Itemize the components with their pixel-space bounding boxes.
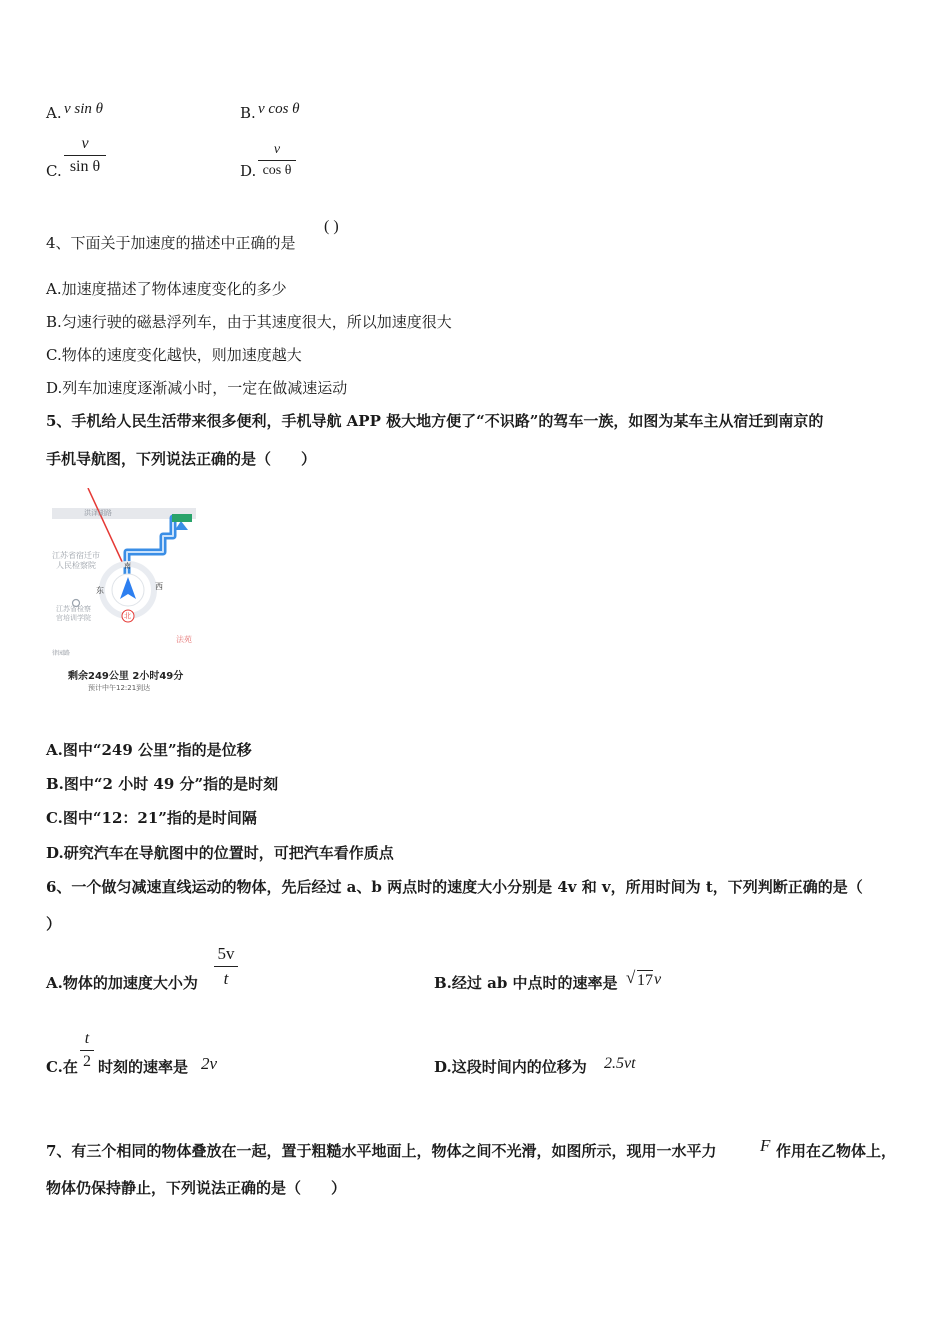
q7-stem-line2: 物体仍保持静止，下列说法正确的是（ ） — [46, 1179, 347, 1197]
q6-stem-line2: ） — [46, 915, 62, 933]
q3-option-d-label: D. — [240, 162, 257, 180]
q4-option-c: C.物体的速度变化越快，则加速度越大 — [46, 346, 302, 364]
q3-option-d-fraction — [258, 142, 296, 179]
q3-option-b-label: B. — [240, 104, 256, 122]
map-place-label: 律园路 — [52, 650, 71, 657]
fraction-denominator: 2 — [83, 1053, 91, 1070]
q6-option-c-pre: C.在 — [46, 1058, 78, 1076]
q7-stem-line1: 7、有三个相同的物体叠放在一起，置于粗糙水平地面上，物体之间不光滑，如图所示，现用一水平力 — [46, 1142, 717, 1160]
q6-option-a-text: A.物体的加速度大小为 — [46, 974, 198, 992]
map-place-label: 人民检察院 — [56, 561, 96, 570]
q5-option-d: D.研究汽车在导航图中的位置时，可把汽车看作质点 — [46, 844, 394, 862]
q3-option-b-expr: v cos θ — [258, 101, 300, 117]
q3-option-a-label: A. — [46, 104, 62, 122]
q7-stem-line1-end: 作用在乙物体上， — [776, 1142, 897, 1160]
fraction-bar — [258, 160, 296, 161]
q6-option-b-radicand: 17 — [637, 972, 653, 989]
compass-east-label: 东 — [96, 586, 104, 595]
fraction-numerator: t — [84, 1030, 90, 1047]
q3-option-a-expr: v sin θ — [64, 101, 104, 117]
q6-stem-line1: 6、一个做匀减速直线运动的物体，先后经过 a、b 两点时的速度大小分别是 4v 和 v，所用时间为 t，下列判断正确的是（ — [46, 878, 863, 896]
map-place-label: 官培训学院 — [56, 614, 91, 622]
compass-north-label: 北 — [124, 612, 131, 620]
map-remaining-distance-time: 剩余249公里 2小时49分 — [68, 671, 184, 682]
fraction-numerator: v — [81, 135, 89, 152]
fraction-bar — [80, 1050, 94, 1051]
q3-option-c-label: C. — [46, 162, 62, 180]
fraction-denominator: cos θ — [262, 163, 292, 178]
q5-stem-line2: 手机导航图，下列说法正确的是（ ） — [46, 450, 317, 468]
q3-option-c-fraction — [64, 135, 106, 176]
q5-option-c: C.图中“12：21”指的是时间隔 — [46, 809, 257, 827]
q4-option-b: B.匀速行驶的磁悬浮列车，由于其速度很大，所以加速度很大 — [46, 313, 452, 331]
q6-option-d-expr: 2.5vt — [604, 1055, 636, 1072]
q4-stem: 4、下面关于加速度的描述中正确的是 — [46, 234, 296, 252]
q4-answer-paren: ( ) — [324, 218, 339, 235]
q5-option-a: A.图中“249 公里”指的是位移 — [46, 741, 252, 759]
q6-option-a-fraction — [214, 944, 238, 989]
compass-west-label: 西 — [155, 582, 163, 591]
map-place-label: 江苏省检察 — [56, 605, 91, 613]
q6-option-c-post: 时刻的速率是 — [98, 1058, 189, 1076]
fraction-bar — [214, 966, 238, 967]
fraction-numerator: 5v — [217, 944, 235, 963]
compass-south-label: 南 — [124, 562, 131, 570]
q6-option-b-variable: v — [654, 971, 662, 988]
q4-option-d: D.列车加速度逐渐减小时，一定在做减速运动 — [46, 379, 348, 397]
navigation-map-figure — [48, 488, 196, 700]
q5-option-b: B.图中“2 小时 49 分”指的是时刻 — [46, 775, 279, 793]
map-road-label: 洪泽湖路 — [84, 509, 112, 517]
q6-option-c-fraction — [80, 1030, 94, 1071]
fraction-numerator: v — [273, 142, 281, 157]
fraction-denominator: t — [223, 969, 229, 988]
fraction-denominator: sin θ — [69, 158, 101, 175]
fraction-bar — [64, 155, 106, 156]
q5-stem-line1: 5、手机给人民生活带来很多便利，手机导航 APP 极大地方便了“不识路”的驾车一族，如图为某车主从宿迁到南京的 — [46, 412, 824, 430]
q6-option-d-text: D.这段时间内的位移为 — [434, 1058, 587, 1076]
map-eta: 预计中午12:21到达 — [88, 684, 151, 692]
sqrt-icon: √ — [626, 968, 636, 987]
q6-option-b-text: B.经过 ab 中点时的速率是 — [434, 974, 618, 992]
map-place-label: 法苑 — [176, 635, 192, 644]
q7-force-symbol: F — [760, 1136, 771, 1155]
map-place-label: 江苏省宿迁市 — [52, 551, 100, 560]
q6-option-c-expr: 2v — [201, 1054, 218, 1073]
q4-option-a: A.加速度描述了物体速度变化的多少 — [46, 280, 287, 298]
